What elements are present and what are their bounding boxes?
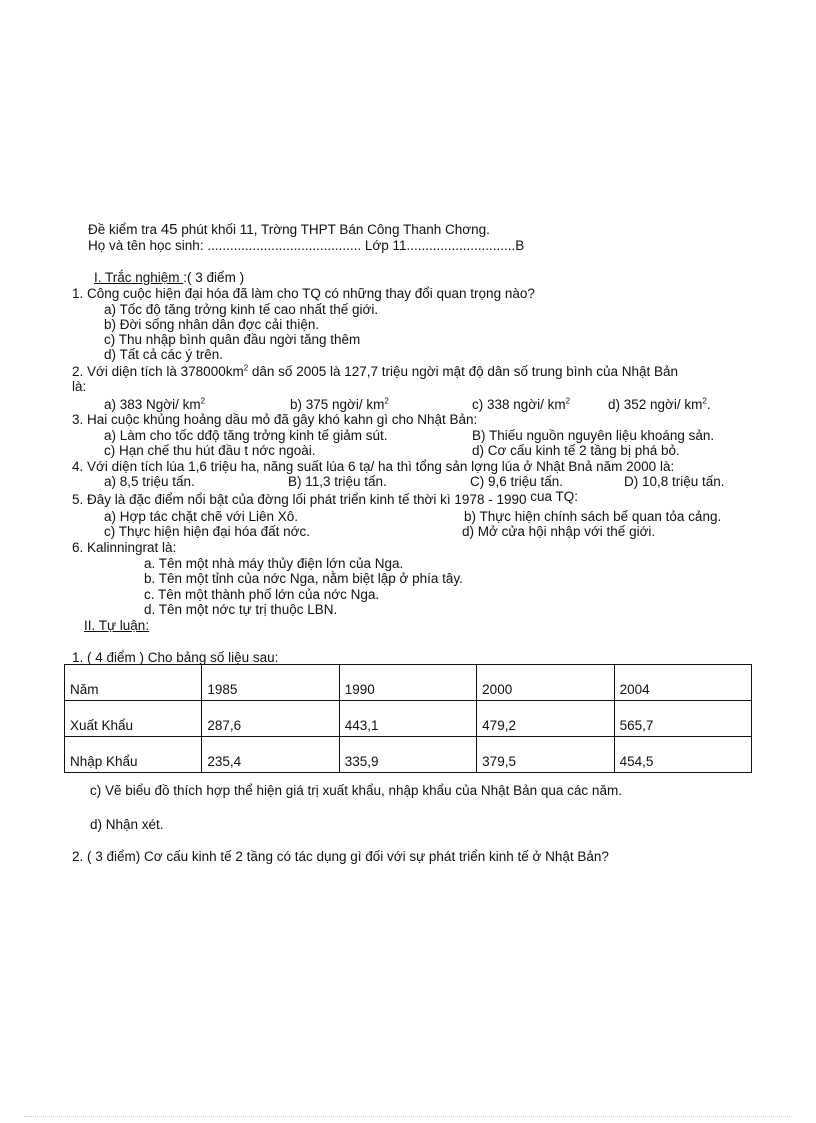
q2-option-d-sup: 2 bbox=[702, 396, 707, 406]
q2-sup: 2 bbox=[243, 363, 249, 373]
q2-option-a-sup: 2 bbox=[200, 396, 206, 406]
table-cell: 454,5 bbox=[614, 737, 751, 773]
q3-stem: 3. Hai cuộc khủng hoảng dầu mỏ đã gây khó kahn gì cho Nhật Bản: bbox=[72, 412, 478, 427]
exam-title bbox=[88, 222, 490, 237]
exam-duration: 45 bbox=[160, 221, 178, 238]
q5-option-a: a) Hợp tác chặt chẽ với Liên Xô. bbox=[104, 509, 299, 524]
q2-option-a-text: a) 383 Ngời/ km bbox=[104, 397, 201, 412]
section2-title: II. Tự luận: bbox=[84, 618, 150, 633]
q1-stem: 1. Công cuộc hiện đại hóa đã làm cho TQ có những thay đổi quan trọng nào? bbox=[72, 286, 535, 301]
table-cell: 443,1 bbox=[339, 701, 476, 737]
table-cell: 1990 bbox=[339, 665, 476, 701]
q6-option-d: d. Tên một nớc tự trị thuộc LBN. bbox=[144, 602, 338, 617]
q2-option-c-sup: 2 bbox=[565, 396, 571, 406]
table-cell: 1985 bbox=[202, 665, 339, 701]
exam-title-suffix: phút khối 11, Trờng THPT Bán Công Thanh Chơng. bbox=[177, 222, 490, 237]
table-cell: 565,7 bbox=[614, 701, 751, 737]
q4-stem: 4. Với diện tích lúa 1,6 triệu ha, năng suất lúa 6 tạ/ ha thì tổng sản lợng lúa ở Nhật Bnả năm 2000 là: bbox=[72, 459, 675, 474]
essay1-task-d: d) Nhận xét. bbox=[90, 817, 164, 832]
q5-option-b: b) Thực hiện chính sách bế quan tỏa cảng. bbox=[464, 509, 722, 524]
q6-option-a: a. Tên một nhà máy thủy điện lớn của Nga. bbox=[144, 556, 404, 571]
q5-stem bbox=[72, 489, 579, 507]
q2-option-d-text: d) 352 ngời/ km bbox=[608, 397, 703, 412]
q3-option-d: d) Cơ cấu kinh tế 2 tầng bị phá bỏ. bbox=[472, 443, 680, 458]
q5-option-c: c) Thực hiện hiện đại hóa đất nớc. bbox=[104, 524, 311, 539]
q2-option-a bbox=[104, 397, 205, 412]
q2-option-c-text: c) 338 ngời/ km bbox=[472, 397, 566, 412]
student-info-line: Họ và tên học sinh: ......................................... Lớp 11.............................B bbox=[88, 238, 525, 253]
q3-option-b: B) Thiếu nguồn nguyên liệu khoáng sản. bbox=[472, 428, 715, 443]
q3-option-a: a) Làm cho tốc dđộ tăng trởng kinh tế giảm sút. bbox=[104, 428, 388, 443]
q4-option-b: B) 11,3 triệu tấn. bbox=[288, 474, 387, 489]
q2-option-b bbox=[290, 397, 389, 412]
q2-option-d-end: . bbox=[706, 397, 711, 412]
q5-stem-main: 5. Đây là đặc điểm nổi bật của đờng lối phát triển kinh tế thời kì 1978 - 1990 bbox=[72, 492, 527, 507]
q4-option-c: C) 9,6 triệu tấn. bbox=[470, 474, 564, 489]
q6-option-b: b. Tên một tỉnh của nớc Nga, nằm biệt lập ở phía tây. bbox=[144, 571, 463, 586]
q6-stem: 6. Kalinningrat là: bbox=[72, 540, 177, 555]
table-row bbox=[65, 737, 752, 773]
q1-option-d: d) Tất cả các ý trên. bbox=[104, 347, 224, 362]
table-cell: Nhập Khẩu bbox=[65, 737, 202, 773]
q2-option-b-text: b) 375 ngời/ km bbox=[290, 397, 385, 412]
q1-option-a: a) Tốc độ tăng trởng kinh tế cao nhất thế giới. bbox=[104, 302, 379, 317]
page-bottom-divider bbox=[24, 1116, 792, 1117]
export-import-table bbox=[64, 664, 752, 773]
q2-stem-start: 2. Với diện tích là 378000km bbox=[72, 364, 244, 379]
table-cell: 379,5 bbox=[477, 737, 614, 773]
exam-title-prefix: Đề kiểm tra bbox=[88, 222, 161, 237]
table-row bbox=[65, 701, 752, 737]
table-header-row bbox=[65, 665, 752, 701]
q1-option-b: b) Đời sống nhân dân đợc cải thiện. bbox=[104, 317, 320, 332]
q2-stem-end: dân số 2005 là 127,7 triệu ngời mật độ dân số trung bình của Nhật Bản bbox=[248, 364, 679, 379]
table-cell: 287,6 bbox=[202, 701, 339, 737]
q3-option-c: c) Hạn chế thu hút đầu t nớc ngoài. bbox=[104, 443, 316, 458]
table-cell: 2000 bbox=[477, 665, 614, 701]
table-cell: 335,9 bbox=[339, 737, 476, 773]
table-cell: 235,4 bbox=[202, 737, 339, 773]
essay1-stem: 1. ( 4 điểm ) Cho bảng số liệu sau: bbox=[72, 650, 279, 665]
q4-option-d: D) 10,8 triệu tấn. bbox=[624, 474, 725, 489]
table-cell: 479,2 bbox=[477, 701, 614, 737]
q2-option-c bbox=[472, 397, 570, 412]
section1-heading bbox=[94, 270, 244, 285]
q4-option-a: a) 8,5 triệu tấn. bbox=[104, 474, 195, 489]
table-cell: 2004 bbox=[614, 665, 751, 701]
section1-points: :( 3 điểm ) bbox=[183, 270, 245, 285]
essay1-task-c: c) Vẽ biểu đồ thích hợp thể hiện giá trị xuất khẩu, nhập khẩu của Nhật Bản qua các năm. bbox=[90, 783, 622, 798]
section1-title: I. Trắc nghiệm bbox=[94, 270, 184, 285]
q2-option-d bbox=[608, 397, 711, 412]
q1-option-c: c) Thu nhập bình quân đầu ngời tăng thêm bbox=[104, 332, 361, 347]
q5-stem-tail: cua TQ: bbox=[526, 489, 579, 504]
q2-stem bbox=[72, 364, 678, 379]
q6-option-c: c. Tên một thành phố lớn của nớc Nga. bbox=[144, 587, 380, 602]
table-cell: Năm bbox=[65, 665, 202, 701]
table-cell: Xuất Khẩu bbox=[65, 701, 202, 737]
q2-option-b-sup: 2 bbox=[384, 396, 389, 406]
q5-option-d: d) Mở cửa hội nhập với thế giới. bbox=[462, 524, 656, 539]
q2-stem-line2: là: bbox=[72, 379, 87, 394]
essay2-stem: 2. ( 3 điểm) Cơ cấu kinh tế 2 tầng có tác dụng gì đối với sự phát triển kinh tế ở Nhật Bản? bbox=[72, 849, 609, 864]
